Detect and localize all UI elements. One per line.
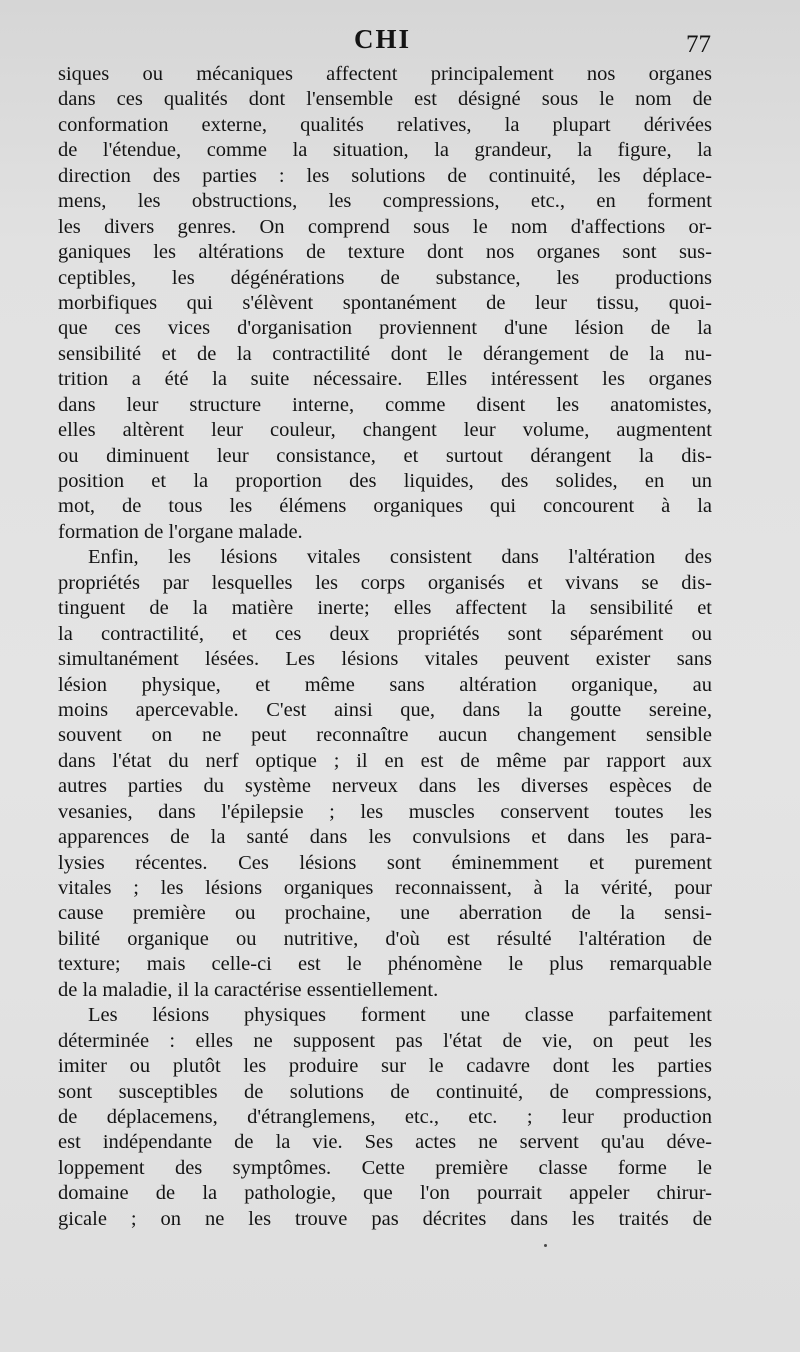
text-line: sont susceptibles de solutions de continuité, de compressions, (58, 1080, 712, 1103)
text-line: tinguent de la matière inerte; elles affectent la sensibilité et (58, 597, 712, 620)
text-line: les divers genres. On comprend sous le nom d'affections or- (58, 215, 712, 238)
text-line: domaine de la pathologie, que l'on pourrait appeler chirur- (58, 1182, 712, 1205)
text-line: position et la proportion des liquides, des solides, en un (58, 470, 712, 492)
text-line: dans ces qualités dont l'ensemble est désigné sous le nom de (58, 88, 712, 111)
text-line: direction des parties : les solutions de continuité, les déplace- (58, 164, 712, 187)
text-line: moins apercevable. C'est ainsi que, dans la goutte sereine, (58, 698, 712, 721)
text-line: de la maladie, il la caractérise essentiellement. (58, 978, 439, 1001)
text-line: simultanément lésées. Les lésions vitales peuvent exister sans (58, 648, 712, 671)
text-line: vesanies, dans l'épilepsie ; les muscles conservent toutes les (58, 800, 712, 823)
text-line: autres parties du système nerveux dans les diverses espèces de (58, 775, 712, 798)
running-head-title: CHI (354, 24, 412, 54)
text-line: cause première ou prochaine, une aberration de la sensi- (58, 902, 712, 925)
text-line: que ces vices d'organisation proviennent d'une lésion de la (58, 317, 712, 340)
ink-speck (544, 1244, 547, 1247)
text-line: lésion physique, et même sans altération organique, au (58, 673, 712, 696)
text-line: ou diminuent leur consistance, et surtout dérangent la dis- (58, 444, 712, 467)
text-line: la contractilité, et ces deux propriétés sont séparément ou (58, 622, 712, 645)
text-line: formation de l'organe malade. (58, 520, 303, 543)
text-line: mot, de tous les élémens organiques qui concourent à la (58, 495, 712, 518)
text-line: texture; mais celle-ci est le phénomène le plus remarquable (58, 953, 712, 976)
text-line: de l'étendue, comme la situation, la grandeur, la figure, la (58, 139, 712, 162)
text-line: morbifiques qui s'élèvent spontanément de leur tissu, quoi- (58, 291, 712, 314)
text-line: de déplacemens, d'étranglemens, etc., etc. ; leur production (58, 1105, 712, 1128)
text-line: souvent on ne peut reconnaître aucun changement sensible (58, 724, 712, 747)
text-line: sensibilité et de la contractilité dont le dérangement de la nu- (58, 342, 712, 365)
text-line: gicale ; on ne les trouve pas décrites dans les traités de (58, 1207, 712, 1230)
text-line: bilité organique ou nutritive, d'où est résulté l'altération de (58, 927, 712, 950)
text-line: Enfin, les lésions vitales consistent dans l'altération des (88, 546, 712, 569)
text-line: mens, les obstructions, les compressions, etc., en forment (58, 190, 712, 213)
text-line: loppement des symptômes. Cette première classe forme le (58, 1156, 712, 1179)
text-line: lysies récentes. Ces lésions sont éminemment et purement (58, 851, 712, 874)
text-line: est indépendante de la vie. Ses actes ne servent qu'au déve- (58, 1131, 712, 1154)
running-head (0, 24, 800, 58)
text-line: vitales ; les lésions organiques reconnaissent, à la vérité, pour (58, 877, 712, 899)
text-line: propriétés par lesquelles les corps organisés et vivans se dis- (58, 571, 712, 594)
text-line: dans leur structure interne, comme disent les anatomistes, (58, 393, 712, 416)
text-line: imiter ou plutôt les produire sur le cadavre dont les parties (58, 1055, 712, 1078)
text-line: Les lésions physiques forment une classe parfaitement (88, 1004, 712, 1027)
text-line: apparences de la santé dans les convulsions et dans les para- (58, 826, 712, 849)
text-line: elles altèrent leur couleur, changent leur volume, augmentent (58, 419, 712, 442)
text-line: siques ou mécaniques affectent principalement nos organes (58, 63, 712, 85)
text-line: ceptibles, les dégénérations de substance, les productions (58, 266, 712, 289)
text-line: conformation externe, qualités relatives, la plupart dérivées (58, 113, 712, 136)
text-line: déterminée : elles ne supposent pas l'état de vie, on peut les (58, 1029, 712, 1052)
text-line: trition a été la suite nécessaire. Elles intéressent les organes (58, 368, 712, 391)
text-line: ganiques les altérations de texture dont nos organes sont sus- (58, 241, 712, 264)
text-line: dans l'état du nerf optique ; il en est de même par rapport aux (58, 749, 712, 772)
body-text (58, 62, 712, 1232)
page-number: 77 (686, 31, 711, 58)
